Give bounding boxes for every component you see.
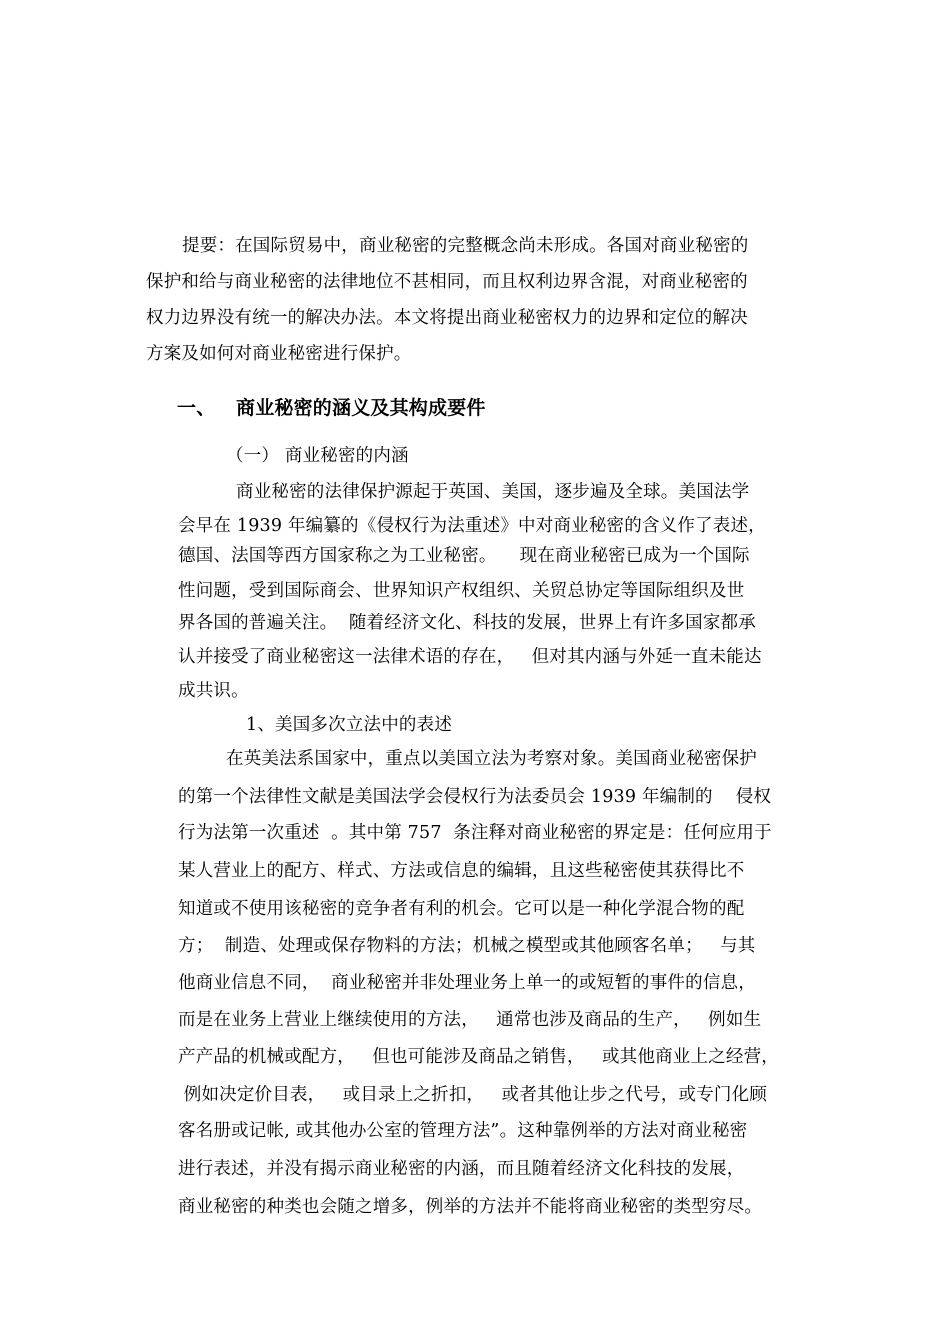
paragraph-line: 商业秘密的法律保护源起于英国、美国，逐步遍及全球。美国法学 [236, 482, 750, 502]
paragraph-line: 成共识。 [178, 681, 249, 701]
item-heading: 1、美国多次立法中的表述 [246, 715, 453, 735]
paragraph-line: 方； 制造、处理或保存物料的方法；机械之模型或其他顾客名单； 与其 [178, 936, 756, 956]
section-title: 商业秘密的涵义及其构成要件 [236, 397, 486, 419]
paragraph-line: 界各国的普遍关注。 随着经济文化、科技的发展，世界上有许多国家都承 [178, 613, 756, 633]
abstract-line: 方案及如何对商业秘密进行保护。 [146, 344, 412, 364]
paragraph-line: 性问题，受到国际商会、世界知识产权组织、关贸总协定等国际组织及世 [178, 581, 745, 601]
paragraph-line: 德国、法国等西方国家称之为工业秘密。 现在商业秘密已成为一个国际 [178, 546, 750, 566]
abstract-line: 权力边界没有统一的解决办法。本文将提出商业秘密权力的边界和定位的解决 [146, 308, 748, 328]
paragraph-line: 某人营业上的配方、样式、方法或信息的编辑，且这些秘密使其获得比不 [178, 861, 745, 881]
abstract-line: 提要：在国际贸易中，商业秘密的完整概念尚未形成。各国对商业秘密的 [182, 236, 749, 256]
paragraph-line: 进行表述，并没有揭示商业秘密的内涵，而且随着经济文化科技的发展， [178, 1159, 745, 1179]
paragraph-line: 在英美法系国家中，重点以美国立法为考察对象。美国商业秘密保护 [226, 749, 757, 769]
paragraph-line: 产产品的机械或配方， 但也可能涉及商品之销售， 或其他商业上之经营， [178, 1047, 779, 1067]
paragraph-line: 客名册或记帐, 或其他办公室的管理方法”。这种靠例举的方法对商业秘密 [178, 1121, 748, 1141]
paragraph-line: 而是在业务上营业上继续使用的方法， 通常也涉及商品的生产， 例如生 [178, 1010, 762, 1030]
paragraph-line: 会早在 1939 年编纂的《侵权行为法重述》中对商业秘密的含义作了表述， [178, 516, 766, 536]
paragraph-line: 例如决定价目表， 或目录上之折扣， 或者其他让步之代号，或专门化顾 [178, 1085, 768, 1105]
abstract-line: 保护和给与商业秘密的法律地位不甚相同，而且权利边界含混，对商业秘密的 [146, 272, 748, 292]
paragraph-line: 行为法第一次重述 。其中第 757 条注释对商业秘密的界定是：任何应用于 [178, 823, 772, 843]
paragraph-line: 的第一个法律性文献是美国法学会侵权行为法委员会 1939 年编制的 侵权 [178, 787, 772, 807]
paragraph-line: 他商业信息不同， 商业秘密并非处理业务上单一的或短暂的事件的信息， [178, 973, 756, 993]
section-number: 一、 [177, 397, 216, 419]
paragraph-line: 知道或不使用该秘密的竞争者有利的机会。它可以是一种化学混合物的配 [178, 899, 745, 919]
paragraph-line: 商业秘密的种类也会随之增多，例举的方法并不能将商业秘密的类型穷尽。 [178, 1197, 763, 1217]
paragraph-line: 认并接受了商业秘密这一法律术语的存在， 但对其内涵与外延一直未能达 [178, 647, 762, 667]
subsection-heading: （一） 商业秘密的内涵 [226, 446, 409, 466]
